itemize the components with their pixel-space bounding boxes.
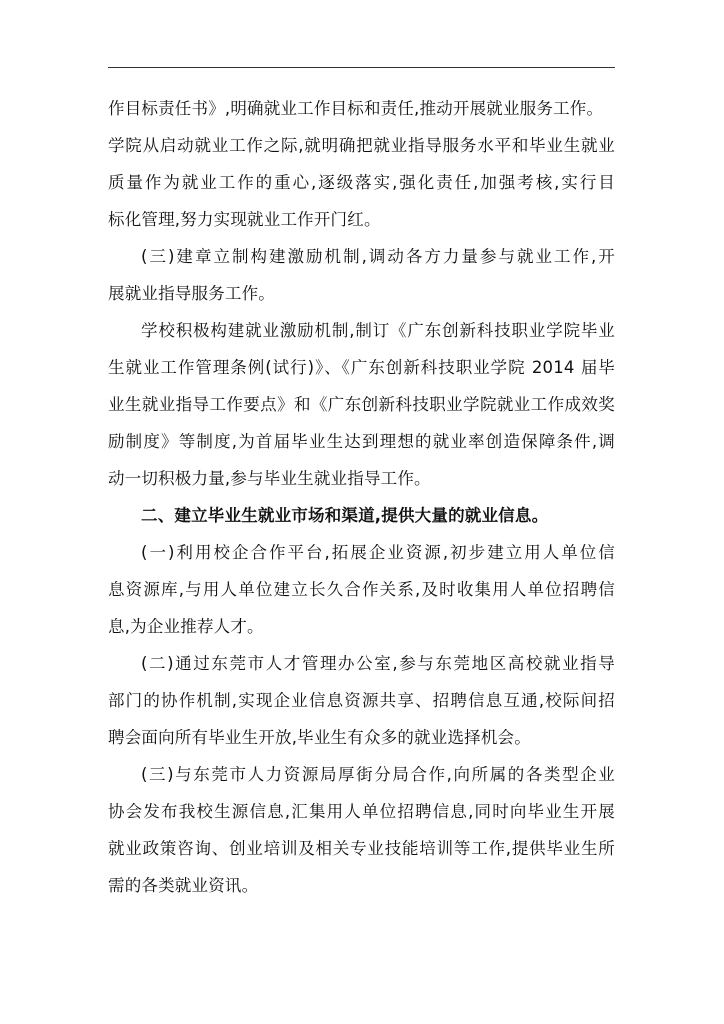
text-line: 动一切积极力量,参与毕业生就业指导工作。	[108, 469, 431, 488]
text-line: 标化管理,努力实现就业工作开门红。	[108, 210, 381, 229]
text-line: 展就业指导服务工作。	[108, 284, 275, 303]
header-rule	[108, 67, 615, 68]
text-line: (二)通过东莞市人才管理办公室,参与东莞地区高校就业指导	[141, 654, 615, 673]
text-line: 励制度》等制度,为首届毕业生达到理想的就业率创造保障条件,调	[108, 432, 615, 451]
text-line: 质量作为就业工作的重心,逐级落实,强化责任,加强考核,实行目	[108, 173, 615, 192]
text-line: 学校积极构建就业激励机制,制订《广东创新科技职业学院毕业	[141, 321, 615, 340]
text-line: 需的各类就业资讯。	[108, 876, 259, 895]
text-line: 生就业工作管理条例(试行)》、《广东创新科技职业学院 2014 届毕	[108, 358, 615, 377]
text-line: 聘会面向所有毕业生开放,毕业生有众多的就业选择机会。	[108, 728, 531, 747]
text-line: 部门的协作机制,实现企业信息资源共享、招聘信息互通,校际间招	[108, 691, 615, 710]
section-heading: 二、建立毕业生就业市场和渠道,提供大量的就业信息。	[141, 506, 549, 525]
text-line: 息,为企业推荐人才。	[108, 617, 264, 636]
text-line: 学院从启动就业工作之际,就明确把就业指导服务水平和毕业生就业	[108, 136, 615, 155]
text-line: 作目标责任书》,明确就业工作目标和责任,推动开展就业服务工作。	[108, 99, 604, 118]
text-line: (一)利用校企合作平台,拓展企业资源,初步建立用人单位信	[141, 543, 615, 562]
document-body	[108, 90, 615, 904]
text-line: (三)建章立制构建激励机制,调动各方力量参与就业工作,开	[141, 247, 615, 266]
text-line: 协会发布我校生源信息,汇集用人单位招聘信息,同时向毕业生开展	[108, 802, 615, 821]
text-line: 息资源库,与用人单位建立长久合作关系,及时收集用人单位招聘信	[108, 580, 615, 599]
text-line: 就业政策咨询、创业培训及相关专业技能培训等工作,提供毕业生所	[108, 839, 615, 858]
text-line: 业生就业指导工作要点》和《广东创新科技职业学院就业工作成效奖	[108, 395, 615, 414]
text-line: (三)与东莞市人力资源局厚街分局合作,向所属的各类型企业	[141, 765, 615, 784]
